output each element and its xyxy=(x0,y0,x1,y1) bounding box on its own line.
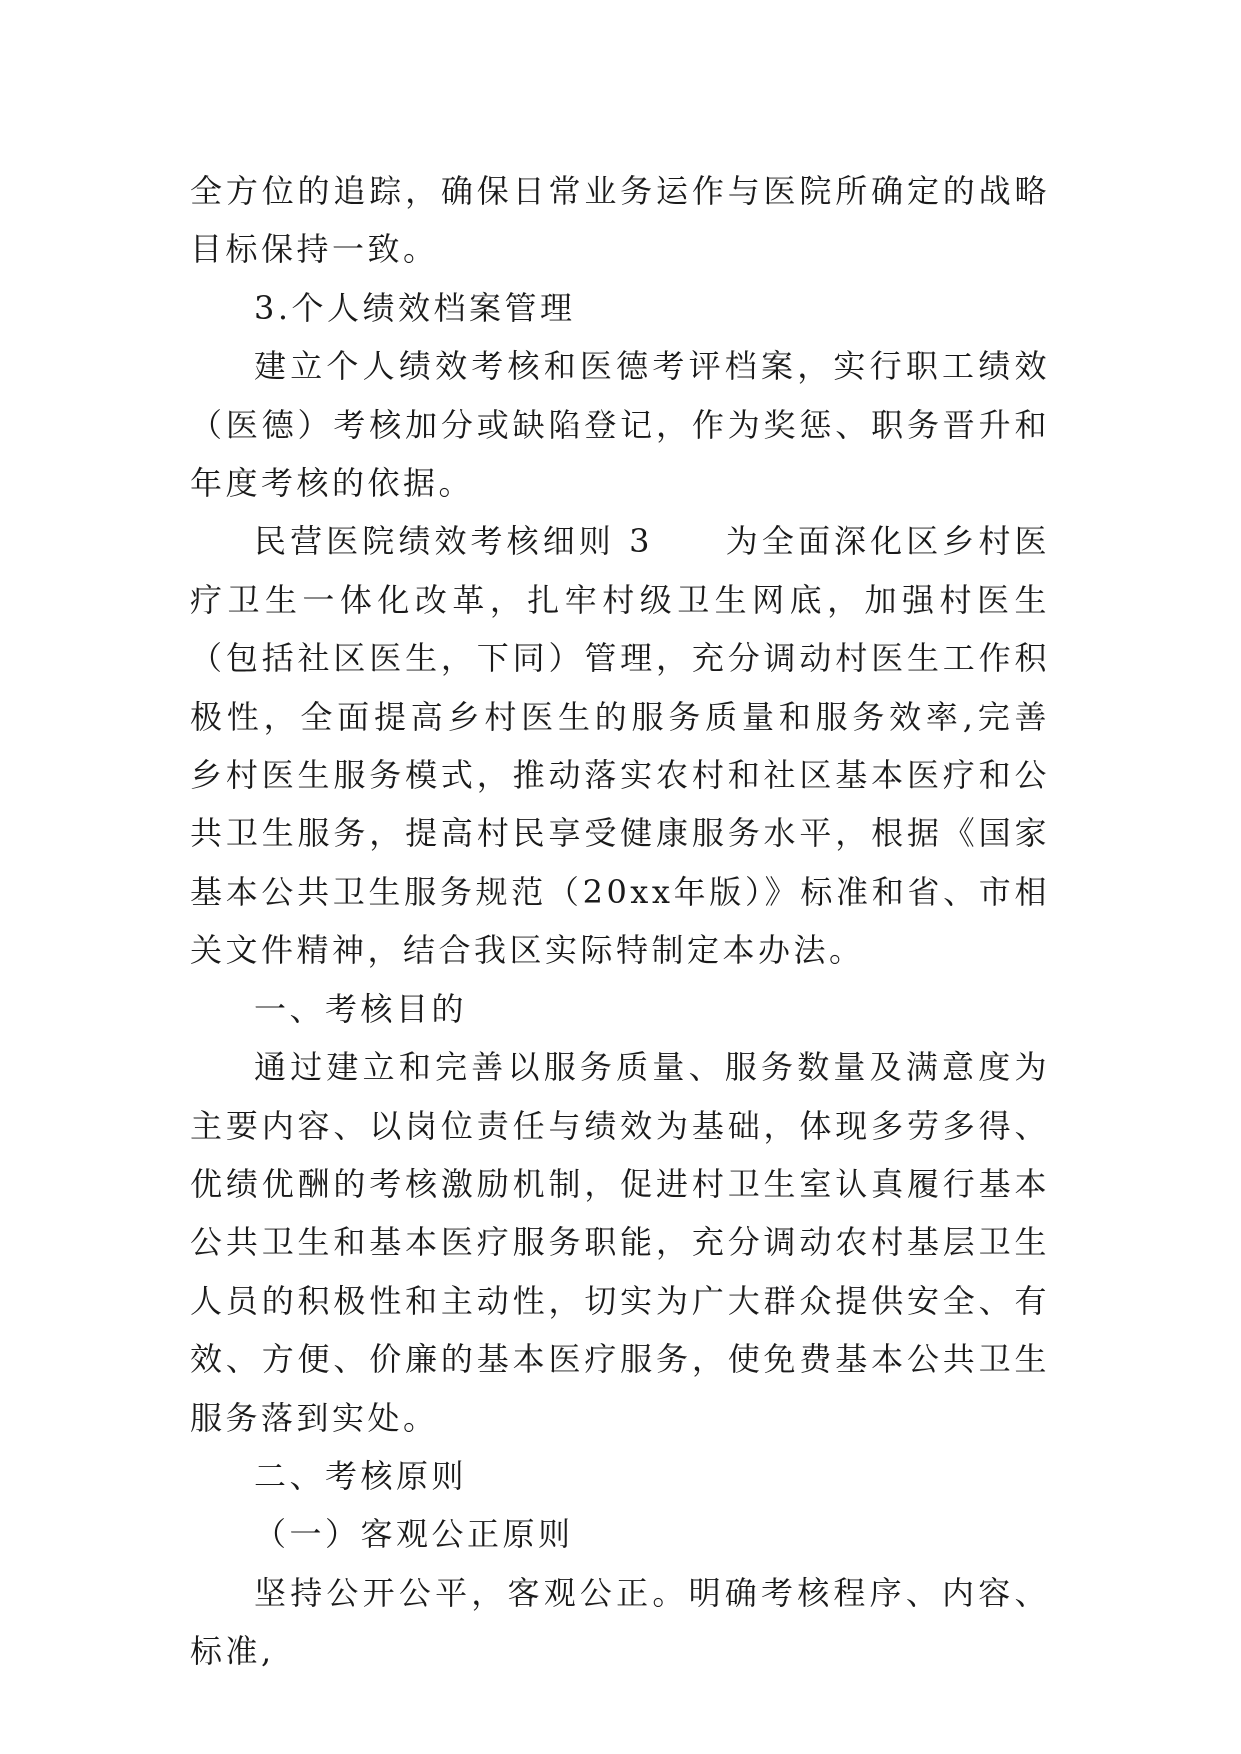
subheading-objective-fair-principle: （一）客观公正原则 xyxy=(254,1515,574,1554)
heading-assessment-purpose: 一、考核目的 xyxy=(254,989,468,1028)
heading-personal-performance-archive: 3.个人绩效档案管理 xyxy=(254,288,576,327)
heading-assessment-principles: 二、考核原则 xyxy=(254,1456,468,1495)
paragraph-assessment-purpose: 通过建立和完善以服务质量、服务数量及满意度为主要内容、以岗位责任与绩效为基础，体现多劳多得、优绩优酬的考核激励机制，促进村卫生室认真履行基本公共卫生和基本医疗服务职能，充分调动农村基层卫生人员的积极性和主动性，切实为广大群众提供安全、有效、方便、价廉的基本医疗服务，使免费基本公共卫生服务落到实处。 xyxy=(190,1048,1050,1437)
document-page xyxy=(190,162,1050,1681)
paragraph-archive-description: 建立个人绩效考核和医德考评档案，实行职工绩效（医德）考核加分或缺陷登记，作为奖惩、职务晋升和年度考核的依据。 xyxy=(190,347,1050,503)
paragraph-continuation: 全方位的追踪，确保日常业务运作与医院所确定的战略目标保持一致。 xyxy=(190,172,1050,269)
paragraph-objective-fair: 坚持公开公平，客观公正。明确考核程序、内容、标准, xyxy=(190,1573,1050,1671)
paragraph-rules-intro: 民营医院绩效考核细则 3 为全面深化区乡村医疗卫生一体化改革，扎牢村级卫生网底，加强村医生（包括社区医生，下同）管理，充分调动村医生工作积极性，全面提高乡村医生的服务质量和服务效率,完善乡村医生服务模式，推动落实农村和社区基本医疗和公共卫生服务，提高村民享受健康服务水平，根据《国家基本公共卫生服务规范（20xx年版）》标准和省、市相关文件精神，结合我区实际特制定本办法。 xyxy=(190,522,1050,970)
